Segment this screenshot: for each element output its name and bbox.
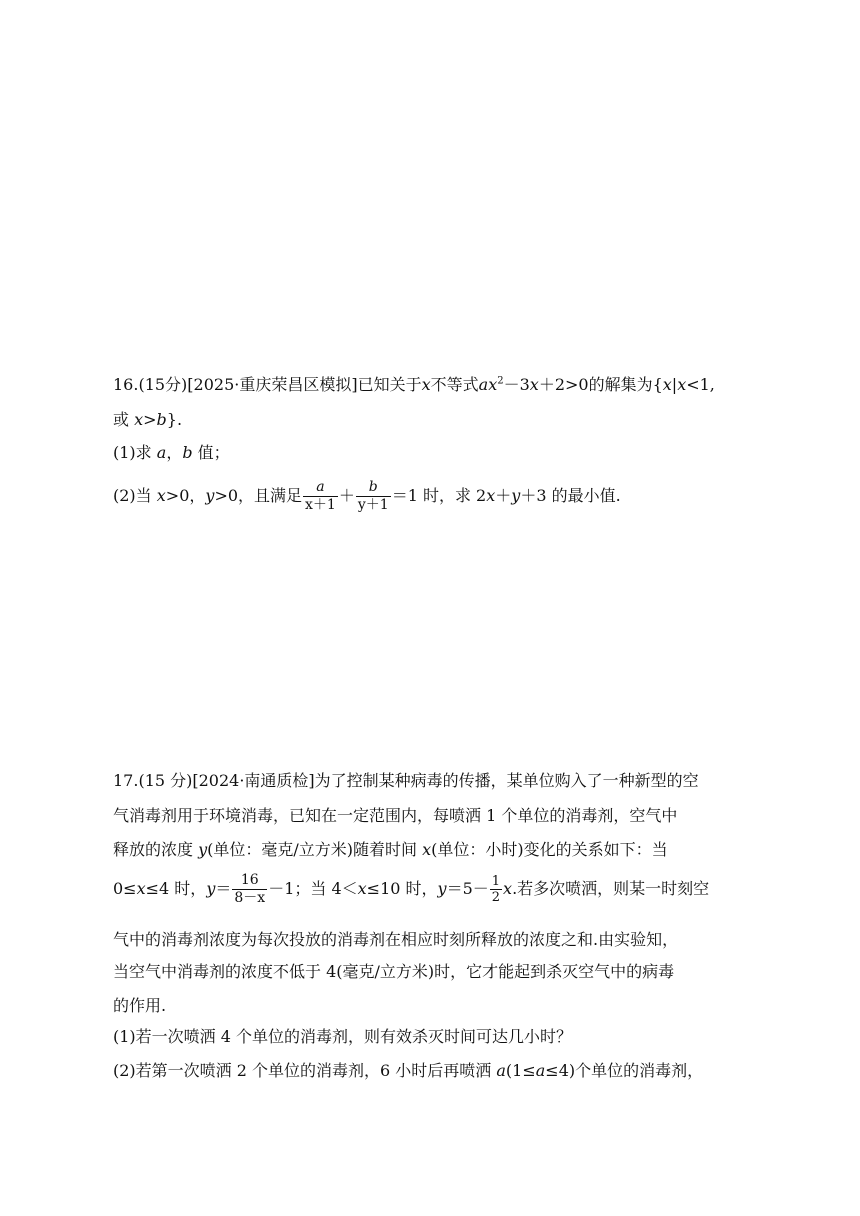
text: －3 (503, 375, 530, 394)
text: > (143, 410, 157, 429)
fraction-a-over-x-plus-1 (303, 479, 338, 514)
text: ＝ (215, 879, 232, 898)
text: 不等式 (430, 375, 479, 394)
numerator: b (356, 479, 391, 497)
q17-part-2 (113, 1061, 703, 1081)
fraction-b-over-y-plus-1 (356, 479, 391, 514)
var: y (206, 879, 216, 898)
text: 值； (192, 443, 230, 462)
fraction-1-over-2 (490, 874, 502, 905)
var: y (511, 486, 521, 505)
q17-line-7 (113, 996, 166, 1016)
text: (1≤ (505, 1061, 536, 1080)
q17-part-1 (113, 1027, 572, 1047)
var: x (421, 375, 431, 394)
text: }. (166, 410, 183, 429)
q17-line-3 (113, 840, 668, 860)
text: 释放的浓度 (113, 840, 199, 859)
text: ＋2>0的解集为{ (538, 375, 663, 394)
text: >0， (165, 486, 206, 505)
text: (单位：小时)变化的关系如下：当 (431, 840, 668, 859)
var: a (478, 375, 489, 394)
var: a (156, 443, 167, 462)
numerator: 1 (491, 874, 501, 889)
text: ， (166, 443, 183, 462)
exponent: 2 (497, 375, 504, 387)
var: x (134, 410, 144, 429)
q16-line-1 (113, 375, 715, 395)
var: b (182, 443, 193, 462)
text: ≤10 时， (366, 879, 438, 898)
var: x (357, 879, 367, 898)
text: 0≤ (113, 879, 137, 898)
denominator: x＋1 (305, 497, 336, 513)
var: x (422, 840, 432, 859)
var: y (198, 840, 208, 859)
q17-line-6 (113, 962, 674, 982)
q17-line-1 (113, 771, 699, 791)
text: ＋ (495, 486, 512, 505)
var: x (488, 375, 498, 394)
var: y (437, 879, 447, 898)
text: 气消毒剂用于环境消毒，已知在一定范围内，每喷洒 1 个单位的消毒剂，空气中 (113, 806, 678, 825)
text: <1, (686, 375, 715, 394)
var: x (677, 375, 687, 394)
q17-line-5 (113, 930, 678, 950)
var: y (205, 486, 215, 505)
q17-header: 17.(15 分)[2024·南通质检]为了控制某种病毒的传播，某单位购入了一种新型的空 (113, 771, 699, 790)
text: 当空气中消毒剂的浓度不低于 4(毫克/立方米)时，它才能起到杀灭空气中的病毒 (113, 962, 675, 981)
text: ＋ (338, 486, 355, 505)
var: x (486, 486, 496, 505)
text: >0，且满足 (214, 486, 303, 505)
text: (1)求 (113, 443, 157, 462)
q16-header: 16.(15分)[2025·重庆荣昌区模拟]已知关于 (113, 375, 422, 394)
text: ≤4 时， (145, 879, 207, 898)
text: (1)若一次喷洒 4 个单位的消毒剂，则有效杀灭时间可达几小时？ (113, 1027, 573, 1046)
text: | (671, 375, 678, 394)
text: ≤4)个单位的消毒剂， (545, 1061, 704, 1080)
text: (单位：毫克/立方米)随着时间 (207, 840, 423, 859)
var: a (496, 1061, 506, 1080)
q17-line-4 (113, 867, 709, 911)
text: －1；当 4＜ (268, 879, 358, 898)
text: 的作用. (113, 996, 167, 1015)
text: 气中的消毒剂浓度为每次投放的消毒剂在相应时刻所释放的浓度之和.由实验知， (113, 930, 679, 949)
denominator: 2 (491, 890, 501, 905)
text: ＝1 时，求 2 (391, 486, 487, 505)
var: x (662, 375, 672, 394)
var: b (156, 410, 167, 429)
var: x (136, 879, 146, 898)
q16-line-2 (113, 410, 182, 430)
text: .若多次喷洒，则某一时刻空 (512, 879, 710, 898)
var: x (503, 879, 513, 898)
var: a (535, 1061, 546, 1080)
text: 或 (113, 410, 135, 429)
text: (2)若第一次喷洒 2 个单位的消毒剂，6 小时后再喷洒 (113, 1061, 497, 1080)
var: x (156, 486, 166, 505)
fraction-16-over-8-minus-x (232, 872, 267, 907)
q16-part-2 (113, 476, 621, 516)
text: ＋3 的最小值. (520, 486, 621, 505)
denominator: 8－x (234, 890, 266, 906)
numerator: 16 (232, 872, 267, 890)
q17-line-2 (113, 806, 677, 826)
denominator: y＋1 (357, 497, 389, 513)
text: ＝5－ (446, 879, 489, 898)
var: x (529, 375, 539, 394)
q16-part-1 (113, 443, 230, 463)
numerator: a (303, 479, 338, 497)
text: (2)当 (113, 486, 157, 505)
